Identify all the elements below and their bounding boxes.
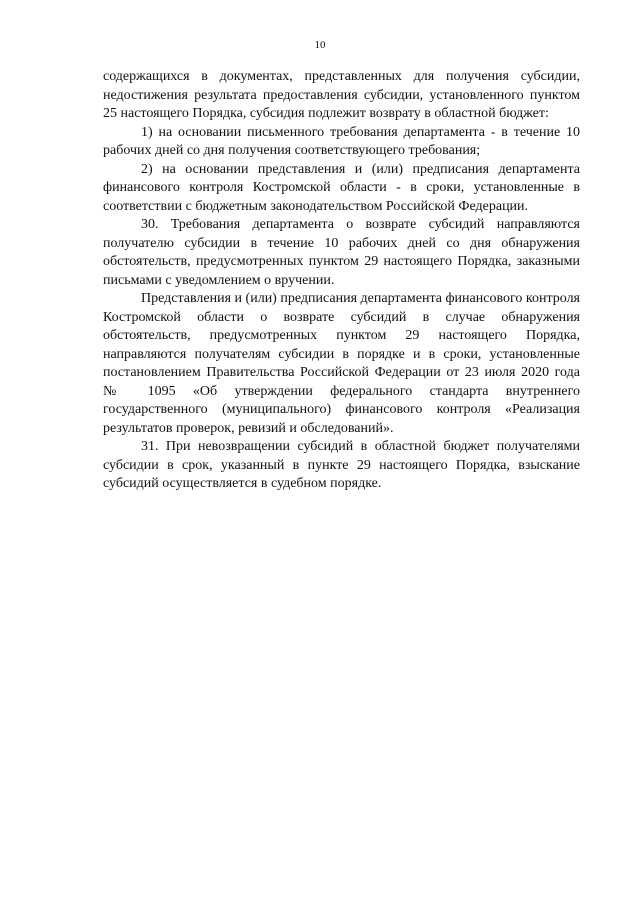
- paragraph-item-1: 1) на основании письменного требования департамента - в течение 10 рабочих дней со дня получения соответствующего требования;: [103, 124, 580, 158]
- paragraph-clause-31: 31. При невозвращении субсидий в областной бюджет получателями субсидии в срок, указанный в пункте 29 настоящего Порядка, взыскание субсидий осуществляется в судебном порядке.: [103, 439, 580, 491]
- document-body: [103, 68, 580, 494]
- paragraph-continuation: содержащихся в документах, представленных для получения субсидии, недостижения результата предоставления субсидии, установленного пунктом 25 настоящего Порядка, субсидия подлежит возврату в областной бюджет:: [103, 69, 580, 121]
- paragraph-clause-30: 30. Требования департамента о возврате субсидий направляются получателю субсидии в течение 10 рабочих дней со дня обнаружения обстоятельств, предусмотренных пунктом 29 настоящего Порядка, заказными письмами с уведомлением о вручении.: [103, 217, 580, 288]
- paragraph-representations: Представления и (или) предписания департамента финансового контроля Костромской области о возврате субсидий в случае обнаружения обстоятельств, предусмотренных пунктом 29 настоящего Порядка, направляются получателям субсидии в порядке и в сроки, установленные постановлением Правительства Российской Федерации от 23 июля 2020 года № 1095 «Об утверждении федерального стандарта внутреннего государственного (муниципального) финансового контроля «Реализация результатов проверок, ревизий и обследований».: [103, 291, 580, 436]
- paragraph-item-2: 2) на основании представления и (или) предписания департамента финансового контроля Костромской области - в сроки, установленные в соответствии с бюджетным законодательством Российской Федерации.: [103, 161, 580, 214]
- page-number: 10: [314, 39, 326, 51]
